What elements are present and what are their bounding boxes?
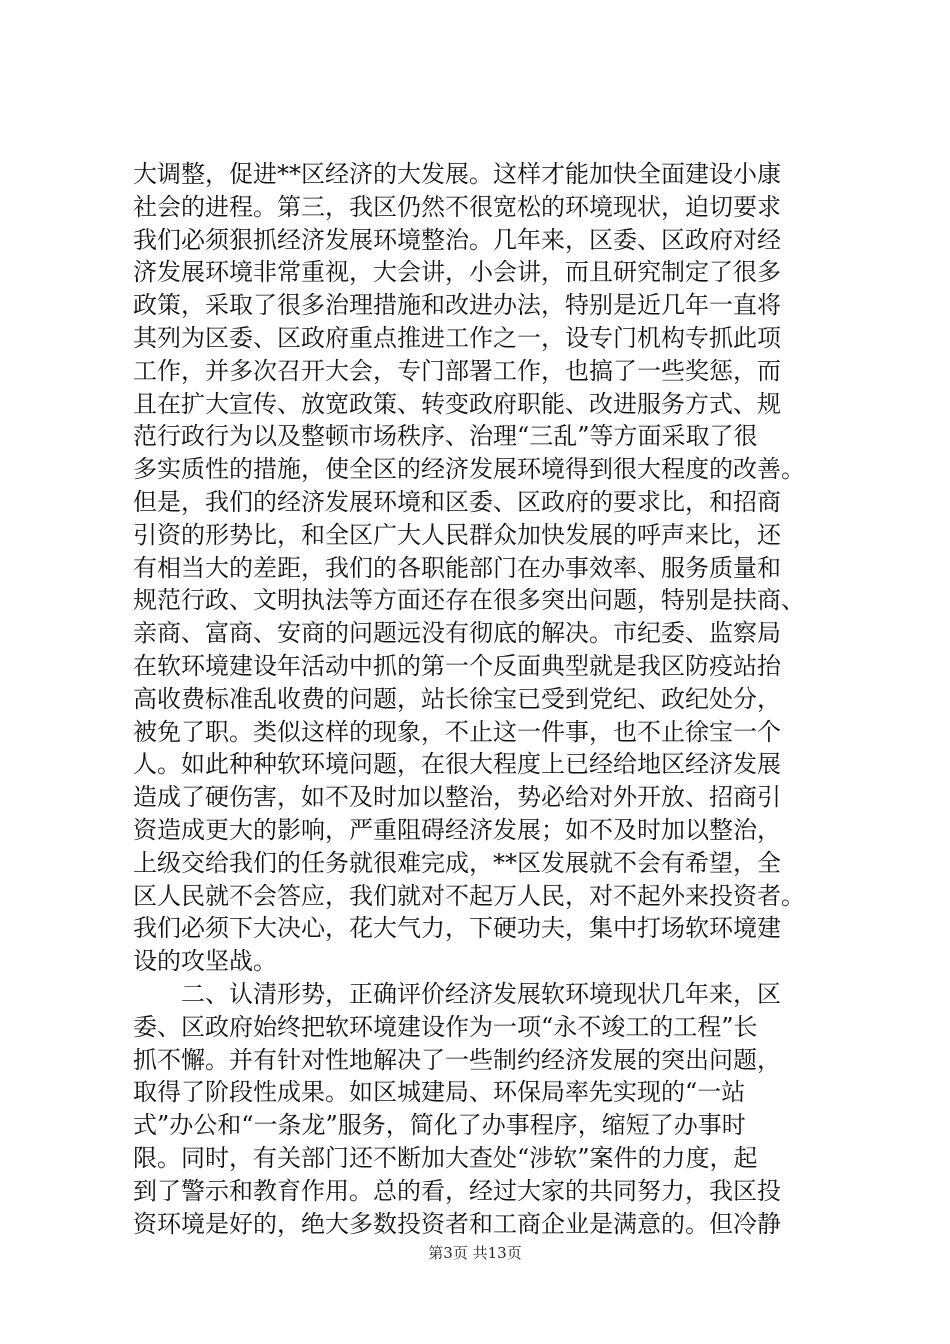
text-line: 社会的进程。第三，我区仍然不很宽松的环境现状，迫切要求 — [133, 192, 781, 221]
text-line: 我们必须下大决心，花大气力，下硬功夫，集中打场软环境建 — [133, 914, 781, 943]
text-line: 其列为区委、区政府重点推进工作之一，设专门机构专抓此项 — [133, 323, 781, 352]
text-line: 设的攻坚战。 — [133, 947, 277, 976]
text-line: 委、区政府始终把软环境建设作为一项“永不竣工的工程”长 — [133, 1012, 758, 1041]
text-line: 区人民就不会答应，我们就对不起万人民，对不起外来投资者。 — [133, 881, 805, 910]
text-line: 被免了职。类似这样的现象，不止这一件事，也不止徐宝一个 — [133, 717, 781, 746]
text-line: 引资的形势比，和全区广大人民群众加快发展的呼声来比，还 — [133, 520, 781, 549]
text-line: 资造成更大的影响，严重阻碍经济发展；如不及时加以整治， — [133, 815, 781, 844]
text-line: 资环境是好的，绝大多数投资者和工商企业是满意的。但冷静 — [133, 1209, 781, 1238]
text-line: 工作，并多次召开大会，专门部署工作，也搞了一些奖惩，而 — [133, 356, 781, 385]
text-line: 有相当大的差距，我们的各职能部门在办事效率、服务质量和 — [133, 553, 781, 582]
text-line: 造成了硬伤害，如不及时加以整治，势必给对外开放、招商引 — [133, 783, 781, 812]
text-line: 高收费标准乱收费的问题，站长徐宝已受到党纪、政纪处分， — [133, 684, 781, 713]
text-line: 大调整，促进**区经济的大发展。这样才能加快全面建设小康 — [133, 160, 781, 188]
text-line: 规范行政、文明执法等方面还存在很多突出问题，特别是扶商、 — [133, 586, 805, 615]
text-line: 在软环境建设年活动中抓的第一个反面典型就是我区防疫站抬 — [133, 651, 781, 680]
text-line: 限。同时，有关部门还不断加大查处“涉软”案件的力度，起 — [133, 1143, 758, 1172]
text-line: 济发展环境非常重视，大会讲，小会讲，而且研究制定了很多 — [133, 258, 781, 287]
text-line: 到了警示和教育作用。总的看，经过大家的共同努力，我区投 — [133, 1176, 781, 1205]
page-number-footer: 第3页 共13页 — [428, 1244, 522, 1262]
text-line: 且在扩大宣传、放宽政策、转变政府职能、改进服务方式、规 — [133, 389, 781, 418]
text-line: 多实质性的措施，使全区的经济发展环境得到很大程度的改善。 — [133, 455, 805, 484]
text-line: 二、认清形势，正确评价经济发展软环境现状几年来，区 — [133, 979, 781, 1008]
text-line: 我们必须狠抓经济发展环境整治。几年来，区委、区政府对经 — [133, 225, 781, 254]
body-text — [133, 158, 833, 1240]
text-line: 取得了阶段性成果。如区城建局、环保局率先实现的“一站 — [133, 1078, 746, 1107]
text-line: 但是，我们的经济发展环境和区委、区政府的要求比，和招商 — [133, 487, 781, 516]
text-line: 抓不懈。并有针对性地解决了一些制约经济发展的突出问题， — [133, 1045, 781, 1074]
text-line: 式”办公和“一条龙”服务，简化了办事程序，缩短了办事时 — [133, 1111, 746, 1140]
text-line: 范行政行为以及整顿市场秩序、治理“三乱”等方面采取了很 — [133, 422, 758, 451]
text-line: 政策，采取了很多治理措施和改进办法，特别是近几年一直将 — [133, 291, 781, 320]
text-line: 人。如此种种软环境问题，在很大程度上已经给地区经济发展 — [133, 750, 781, 779]
text-line: 上级交给我们的任务就很难完成，**区发展就不会有希望，全 — [133, 848, 781, 877]
text-line: 亲商、富商、安商的问题远没有彻底的解决。市纪委、监察局 — [133, 619, 781, 648]
